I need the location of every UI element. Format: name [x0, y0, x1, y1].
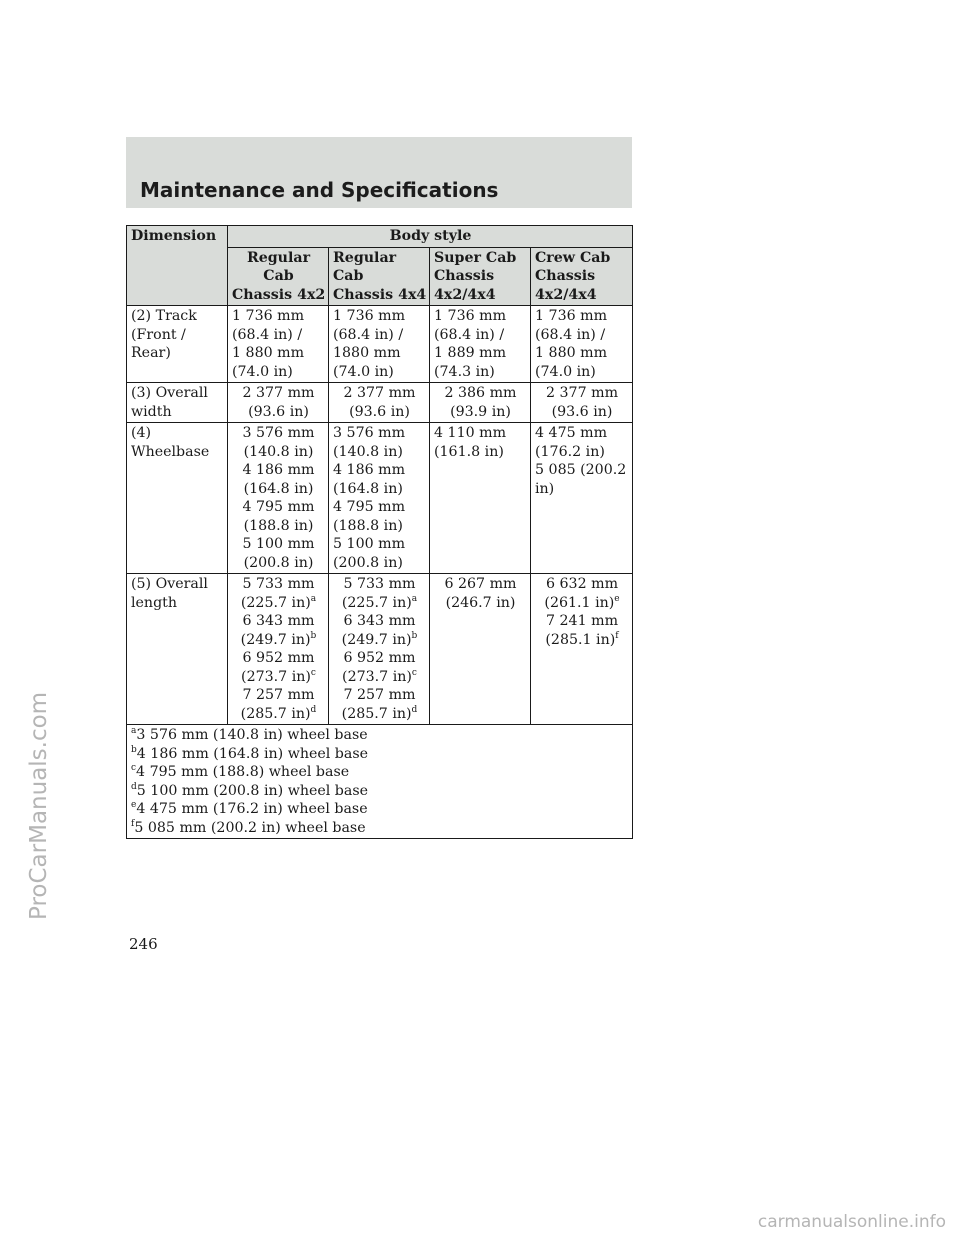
cell-text: 2 377 mm — [242, 385, 315, 401]
footnote-mark: a — [310, 593, 317, 604]
cell-text: 1880 mm — [333, 345, 401, 361]
cell-text: (285.7 in) — [240, 705, 311, 722]
column-header-line: 4x2/4x4 — [535, 286, 597, 303]
cell-value — [434, 443, 527, 462]
table-row — [127, 574, 633, 725]
row-label-line: length — [131, 594, 177, 611]
cell-value — [232, 403, 325, 422]
footnote-mark: a — [411, 593, 418, 604]
footnote-mark: b — [310, 630, 317, 641]
cell-text: 5 733 mm — [343, 576, 416, 592]
cell-value — [535, 443, 629, 462]
column-header-line: Chassis 4x2 — [232, 286, 326, 303]
cell-text: 4 795 mm — [333, 499, 406, 515]
dimensions-table — [126, 225, 633, 839]
cell-value — [333, 403, 426, 422]
cell-text: 1 736 mm — [535, 308, 608, 324]
cell-text: 6 952 mm — [242, 650, 315, 666]
cell-text: (225.7 in) — [341, 594, 412, 611]
cell-value — [232, 649, 325, 668]
cell-text: 5 085 (200.2 — [535, 462, 627, 478]
footnotes-row — [127, 725, 633, 839]
column-header-line: Regular — [333, 249, 397, 266]
cell-value — [535, 631, 629, 650]
cell-value — [333, 344, 426, 363]
footnote — [131, 800, 629, 819]
row-label — [127, 574, 228, 725]
cell-value — [232, 461, 325, 480]
cell-value — [333, 686, 426, 705]
cell-value — [434, 363, 527, 382]
cell-text: (225.7 in) — [240, 594, 311, 611]
footnote-text: 5 085 mm (200.2 in) wheel base — [134, 819, 366, 836]
cell-text: 4 795 mm — [242, 499, 315, 515]
row-label-line: width — [131, 403, 172, 420]
cell-text: 4 110 mm — [434, 425, 507, 441]
cell-value — [232, 517, 325, 536]
table-cell — [531, 574, 633, 725]
cell-value — [333, 575, 426, 594]
cell-value — [333, 363, 426, 382]
cell-value — [434, 424, 527, 443]
bottom-watermark: carmanualsonline.info — [757, 1212, 946, 1232]
cell-text: (285.7 in) — [341, 705, 412, 722]
footnote — [131, 782, 629, 801]
cell-text: (74.3 in) — [434, 363, 495, 380]
cell-value — [434, 326, 527, 345]
cell-text: 1 736 mm — [434, 308, 507, 324]
column-header-line: Chassis — [434, 268, 495, 284]
footnote-text: 3 576 mm (140.8 in) wheel base — [136, 727, 368, 743]
cell-text: 5 733 mm — [242, 576, 315, 592]
cell-value — [535, 363, 629, 382]
cell-value — [535, 307, 629, 326]
row-label-line: (2) Track — [131, 308, 197, 324]
cell-text: 6 343 mm — [343, 613, 416, 629]
column-header-line: 4x2/4x4 — [434, 286, 496, 303]
footnote-mark: f — [131, 818, 135, 829]
footnote-mark: d — [411, 704, 418, 715]
cell-text: 5 100 mm — [242, 536, 315, 552]
cell-text: 6 952 mm — [343, 650, 416, 666]
row-label — [127, 306, 228, 383]
row-label-line: (Front / — [131, 326, 186, 343]
cell-text: (249.7 in) — [240, 631, 311, 648]
cell-value — [333, 612, 426, 631]
table-cell — [531, 306, 633, 383]
cell-value — [232, 554, 325, 573]
column-header-line: Regular — [246, 249, 311, 266]
table-row — [127, 383, 633, 423]
column-header-line: Cab — [263, 268, 294, 284]
cell-value — [232, 705, 325, 724]
table-cell — [228, 574, 329, 725]
footnote-mark: a — [131, 726, 137, 736]
table-cell — [228, 306, 329, 383]
cell-value — [535, 612, 629, 631]
table-cell — [531, 383, 633, 423]
cell-text: 2 386 mm — [444, 385, 517, 401]
cell-value — [232, 384, 325, 403]
footnote — [131, 819, 629, 838]
table-cell — [329, 383, 430, 423]
cell-value — [232, 686, 325, 705]
cell-value — [333, 631, 426, 650]
table-row — [127, 306, 633, 383]
cell-text: (68.4 in) / — [535, 326, 606, 343]
cell-value — [232, 612, 325, 631]
side-watermark: ProCarManuals.com — [26, 691, 52, 920]
cell-value — [333, 498, 426, 517]
cell-value — [232, 631, 325, 650]
cell-value — [333, 554, 426, 573]
cell-text: in) — [535, 480, 555, 497]
row-label-line: Wheelbase — [131, 443, 210, 460]
cell-value — [333, 649, 426, 668]
cell-text: 1 880 mm — [535, 345, 608, 361]
cell-value — [333, 480, 426, 499]
cell-value — [333, 517, 426, 536]
cell-text: (164.8 in) — [243, 480, 314, 497]
cell-text: (200.8 in) — [243, 554, 314, 571]
row-label — [127, 383, 228, 423]
cell-text: (200.8 in) — [333, 554, 403, 571]
cell-value — [434, 307, 527, 326]
dimension-header: Dimension — [127, 226, 228, 306]
cell-text: 6 632 mm — [545, 576, 619, 592]
cell-text: (68.4 in) / — [333, 326, 404, 343]
cell-value — [232, 443, 325, 462]
cell-text: 1 736 mm — [333, 308, 406, 324]
row-label — [127, 423, 228, 574]
cell-text: (93.6 in) — [248, 403, 309, 420]
cell-value — [333, 535, 426, 554]
cell-value — [232, 307, 325, 326]
cell-value — [232, 535, 325, 554]
footnote-mark: d — [131, 781, 137, 792]
cell-text: 7 257 mm — [343, 687, 416, 703]
footnote-mark: e — [614, 593, 620, 604]
cell-text: (68.4 in) / — [232, 326, 303, 343]
cell-text: 6 267 mm — [444, 576, 517, 592]
footnotes-cell — [127, 725, 633, 839]
cell-value — [232, 594, 325, 613]
footnote-text: 4 475 mm (176.2 in) wheel base — [136, 801, 368, 817]
cell-text: (93.6 in) — [349, 403, 410, 420]
cell-text: (74.0 in) — [232, 363, 293, 380]
footnote — [131, 726, 629, 745]
cell-text: (140.8 in) — [333, 443, 403, 460]
footnote-mark: c — [310, 667, 316, 678]
table-cell — [430, 423, 531, 574]
cell-text: 2 377 mm — [343, 385, 416, 401]
cell-value — [535, 384, 629, 403]
cell-text: (261.1 in) — [544, 594, 615, 611]
footnote-mark: f — [615, 630, 619, 641]
cell-value — [333, 443, 426, 462]
footnote-mark: d — [310, 704, 317, 715]
footnote-text: 5 100 mm (200.8 in) wheel base — [136, 782, 369, 799]
cell-value — [232, 498, 325, 517]
cell-value — [535, 403, 629, 422]
cell-value — [535, 594, 629, 613]
footnote-text: 4 795 mm (188.8) wheel base — [136, 764, 350, 780]
cell-text: (188.8 in) — [333, 517, 403, 534]
cell-value — [535, 480, 629, 499]
page-number: 246 — [129, 935, 158, 953]
cell-text: (285.1 in) — [545, 631, 616, 648]
footnote-mark: b — [411, 630, 418, 641]
column-header-line: Super Cab — [434, 249, 517, 266]
cell-value — [333, 594, 426, 613]
cell-value — [232, 668, 325, 687]
cell-text: (273.7 in) — [342, 668, 412, 685]
cell-text: 4 475 mm — [535, 425, 608, 441]
table-cell — [430, 574, 531, 725]
cell-value — [535, 424, 629, 443]
column-header-line: Chassis — [535, 268, 596, 284]
cell-value — [535, 461, 629, 480]
cell-text: 1 736 mm — [232, 308, 305, 324]
cell-value — [333, 326, 426, 345]
column-header-line: Cab — [333, 268, 364, 284]
footnote-text: 4 186 mm (164.8 in) wheel base — [136, 745, 369, 762]
table-cell — [531, 423, 633, 574]
row-label-line: (5) Overall — [131, 576, 208, 592]
body-style-header: Body style — [228, 226, 633, 248]
cell-text: 1 880 mm — [232, 345, 305, 361]
cell-value — [434, 575, 527, 594]
cell-value — [535, 575, 629, 594]
footnote-mark: c — [131, 763, 137, 773]
footnote-mark: b — [131, 744, 137, 755]
table-cell — [228, 383, 329, 423]
column-header-1 — [228, 247, 329, 306]
table-cell — [329, 574, 430, 725]
column-header-line: Chassis 4x4 — [333, 286, 427, 303]
cell-text: 6 343 mm — [242, 613, 315, 629]
table-cell — [228, 423, 329, 574]
cell-text: (161.8 in) — [434, 443, 504, 460]
row-label-line: (4) — [131, 425, 152, 441]
cell-value — [232, 344, 325, 363]
cell-text: 3 576 mm — [333, 425, 406, 441]
cell-text: (273.7 in) — [241, 668, 311, 685]
cell-text: 1 889 mm — [434, 345, 507, 361]
cell-text: 4 186 mm — [333, 462, 406, 478]
table-row — [127, 423, 633, 574]
cell-text: 7 257 mm — [242, 687, 315, 703]
cell-value — [535, 326, 629, 345]
cell-value — [232, 575, 325, 594]
cell-value — [434, 403, 527, 422]
cell-text: (164.8 in) — [333, 480, 403, 497]
footnote-mark: c — [411, 667, 417, 678]
cell-text: (140.8 in) — [243, 443, 314, 460]
cell-text: (176.2 in) — [535, 443, 605, 460]
cell-text: (246.7 in) — [445, 594, 516, 611]
cell-value — [434, 594, 527, 613]
cell-text: 5 100 mm — [333, 536, 406, 552]
cell-value — [232, 363, 325, 382]
cell-value — [333, 705, 426, 724]
cell-value — [333, 461, 426, 480]
cell-text: (249.7 in) — [341, 631, 412, 648]
cell-value — [232, 326, 325, 345]
column-header-3 — [430, 247, 531, 306]
cell-text: 3 576 mm — [242, 425, 315, 441]
cell-text: (93.9 in) — [450, 403, 511, 420]
cell-value — [232, 480, 325, 499]
footnote — [131, 745, 629, 764]
cell-value — [535, 344, 629, 363]
table-cell — [329, 306, 430, 383]
table-cell — [430, 306, 531, 383]
cell-text: (68.4 in) / — [434, 326, 505, 343]
section-title: Maintenance and Specifications — [140, 178, 499, 202]
table-header-row-1 — [127, 226, 633, 248]
footnote — [131, 763, 629, 782]
row-label-line: (3) Overall — [131, 385, 208, 401]
cell-value — [333, 424, 426, 443]
cell-value — [333, 307, 426, 326]
cell-text: 2 377 mm — [545, 385, 619, 401]
table-cell — [430, 383, 531, 423]
cell-text: (93.6 in) — [551, 403, 613, 420]
cell-text: 4 186 mm — [242, 462, 315, 478]
cell-value — [333, 384, 426, 403]
cell-text: (74.0 in) — [333, 363, 394, 380]
footnote-mark: e — [131, 800, 137, 810]
cell-text: (188.8 in) — [243, 517, 314, 534]
cell-value — [232, 424, 325, 443]
cell-value — [333, 668, 426, 687]
cell-text: 7 241 mm — [545, 613, 619, 629]
cell-text: (74.0 in) — [535, 363, 596, 380]
column-header-4 — [531, 247, 633, 306]
column-header-line: Crew Cab — [535, 249, 611, 266]
table-cell — [329, 423, 430, 574]
cell-value — [434, 384, 527, 403]
column-header-2 — [329, 247, 430, 306]
cell-value — [434, 344, 527, 363]
row-label-line: Rear) — [131, 345, 171, 361]
